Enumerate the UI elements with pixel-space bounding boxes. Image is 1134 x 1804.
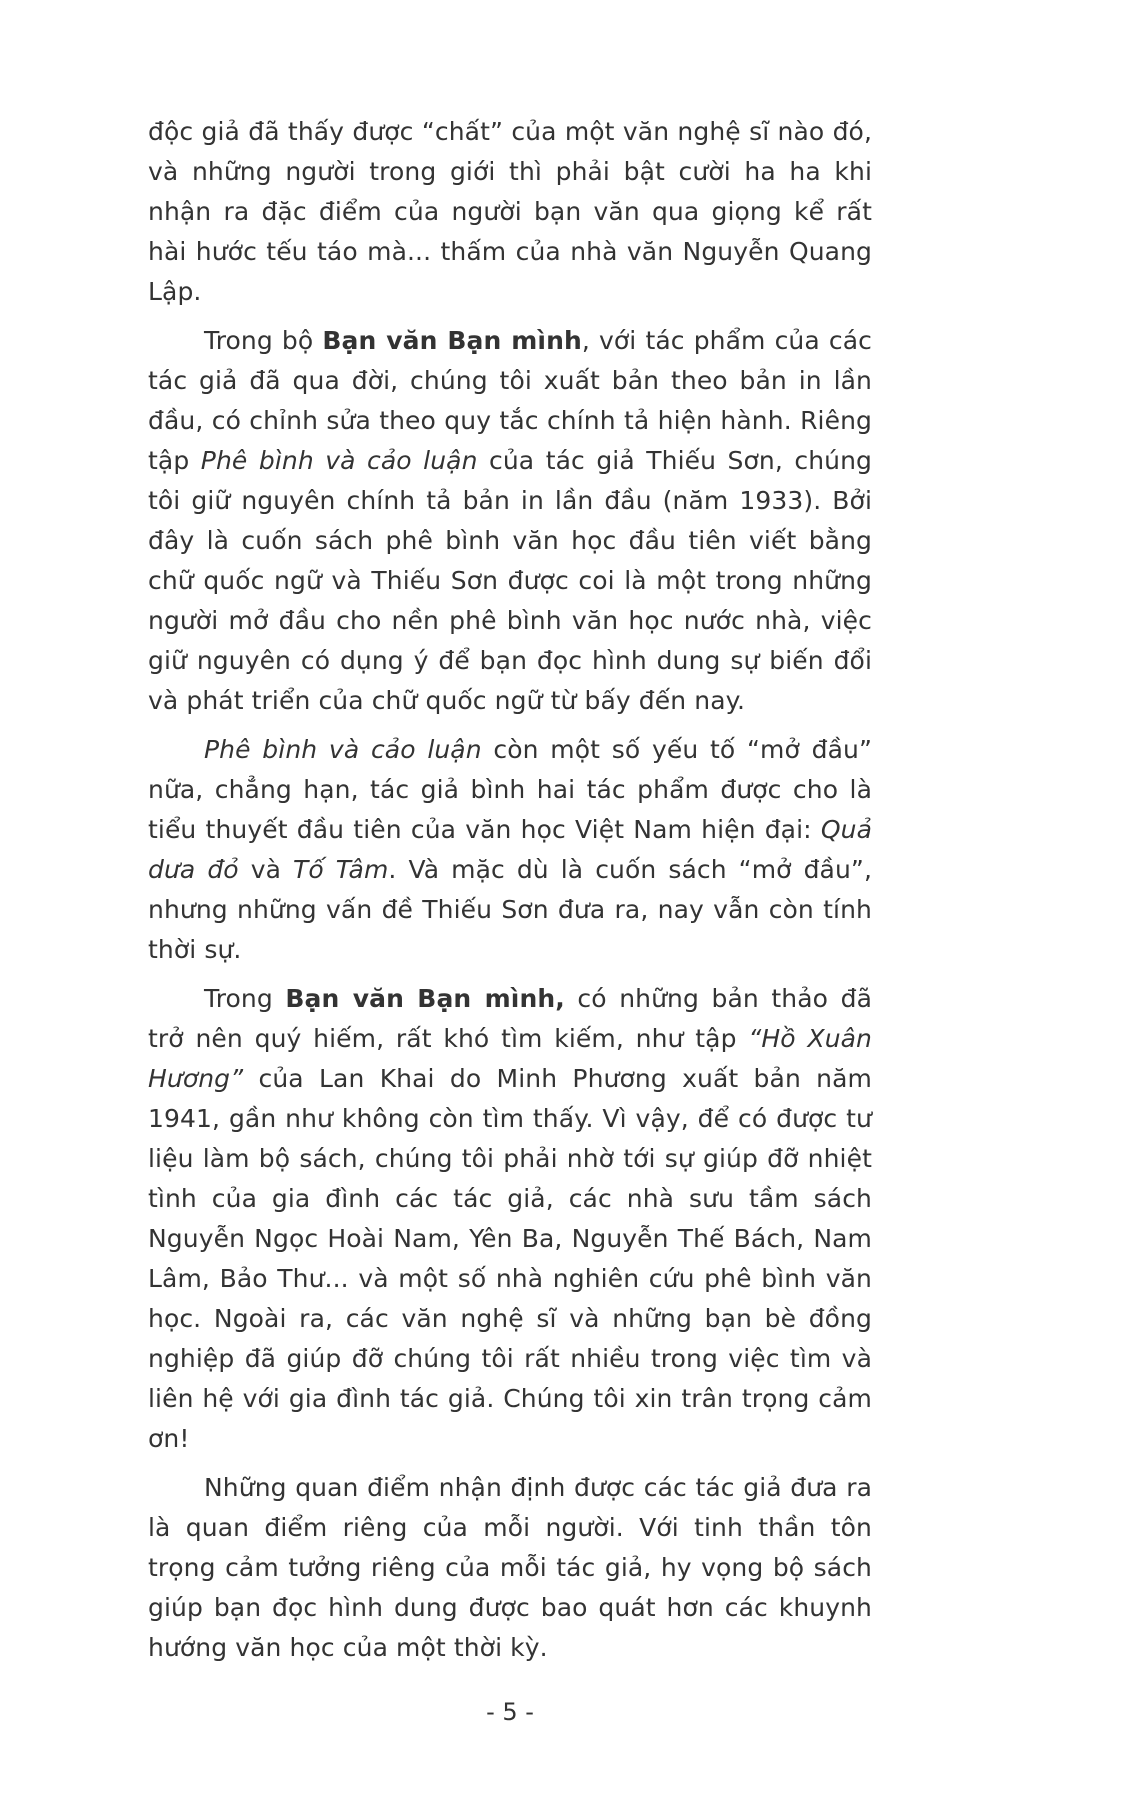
text-run: Trong bộ	[204, 326, 323, 355]
text-run: “Hồ Xuân Hương”	[148, 1024, 873, 1093]
page-number: - 5 -	[486, 1698, 534, 1726]
text-run: của Lan Khai do Minh Phương xuất bản năm 1941, gần như không còn tìm thấy. Vì vậy, để có được tư liệu làm bộ sách, chúng tôi phải nhờ tới sự giúp đỡ nhiệt tình của gia đình các tác giả, các nhà sưu tầm sách Nguyễn Ngọc Hoài Nam, Yên Ba, Nguyễn Thế Bách, Nam Lâm, Bảo Thư... và một số nhà nghiên cứu phê bình văn học. Ngoài ra, các văn nghệ sĩ và những bạn bè đồng nghiệp đã giúp đỡ chúng tôi rất nhiều trong việc tìm và liên hệ với gia đình tác giả. Chúng tôi xin trân trọng cảm ơn!	[148, 1064, 872, 1453]
text-run: Phê bình và cảo luận	[200, 446, 478, 475]
text-run: có những bản thảo đã trở nên quý hiếm, rất khó tìm kiếm, như tập	[148, 984, 873, 1053]
text-run: và	[238, 855, 294, 884]
text-run: . Và mặc dù là cuốn sách “mở đầu”, nhưng những vấn đề Thiếu Sơn đưa ra, nay vẫn còn tính thời sự.	[148, 855, 872, 964]
paragraph	[148, 1468, 872, 1668]
text-run: của tác giả Thiếu Sơn, chúng tôi giữ nguyên chính tả bản in lần đầu (năm 1933). Bởi đây là cuốn sách phê bình văn học đầu tiên viết bằng chữ quốc ngữ và Thiếu Sơn được coi là một trong những người mở đầu cho nền phê bình văn học nước nhà, việc giữ nguyên có dụng ý để bạn đọc hình dung sự biến đổi và phát triển của chữ quốc ngữ từ bấy đến nay.	[148, 446, 872, 715]
text-run: còn một số yếu tố “mở đầu” nữa, chẳng hạn, tác giả bình hai tác phẩm được cho là tiểu thuyết đầu tiên của văn học Việt Nam hiện đại:	[148, 735, 872, 844]
paragraph	[148, 321, 872, 721]
text-run: độc giả đã thấy được “chất” của một văn nghệ sĩ nào đó, và những người trong giới thì phải bật cười ha ha khi nhận ra đặc điểm của người bạn văn qua giọng kể rất hài hước tếu táo mà... thấm của nhà văn Nguyễn Quang Lập.	[148, 117, 872, 306]
text-run: , với tác phẩm của các tác giả đã qua đời, chúng tôi xuất bản theo bản in lần đầu, có chỉnh sửa theo quy tắc chính tả hiện hành. Riêng tập	[148, 326, 872, 475]
text-block	[148, 112, 872, 1730]
text-run: Tố Tâm	[293, 855, 389, 884]
text-run: Quả dưa đỏ	[148, 815, 872, 884]
paragraph	[148, 979, 872, 1459]
paragraph	[148, 730, 872, 970]
text-run: Bạn văn Bạn mình	[322, 326, 582, 355]
text-run: Bạn văn Bạn mình,	[285, 984, 565, 1013]
paragraph	[148, 112, 872, 312]
text-run: Trong	[204, 984, 286, 1013]
text-run: Phê bình và cảo luận	[204, 735, 482, 764]
text-run: Những quan điểm nhận định được các tác giả đưa ra là quan điểm riêng của mỗi người. Với tinh thần tôn trọng cảm tưởng riêng của mỗi tác giả, hy vọng bộ sách giúp bạn đọc hình dung được bao quát hơn các khuynh hướng văn học của một thời kỳ.	[148, 1473, 872, 1662]
